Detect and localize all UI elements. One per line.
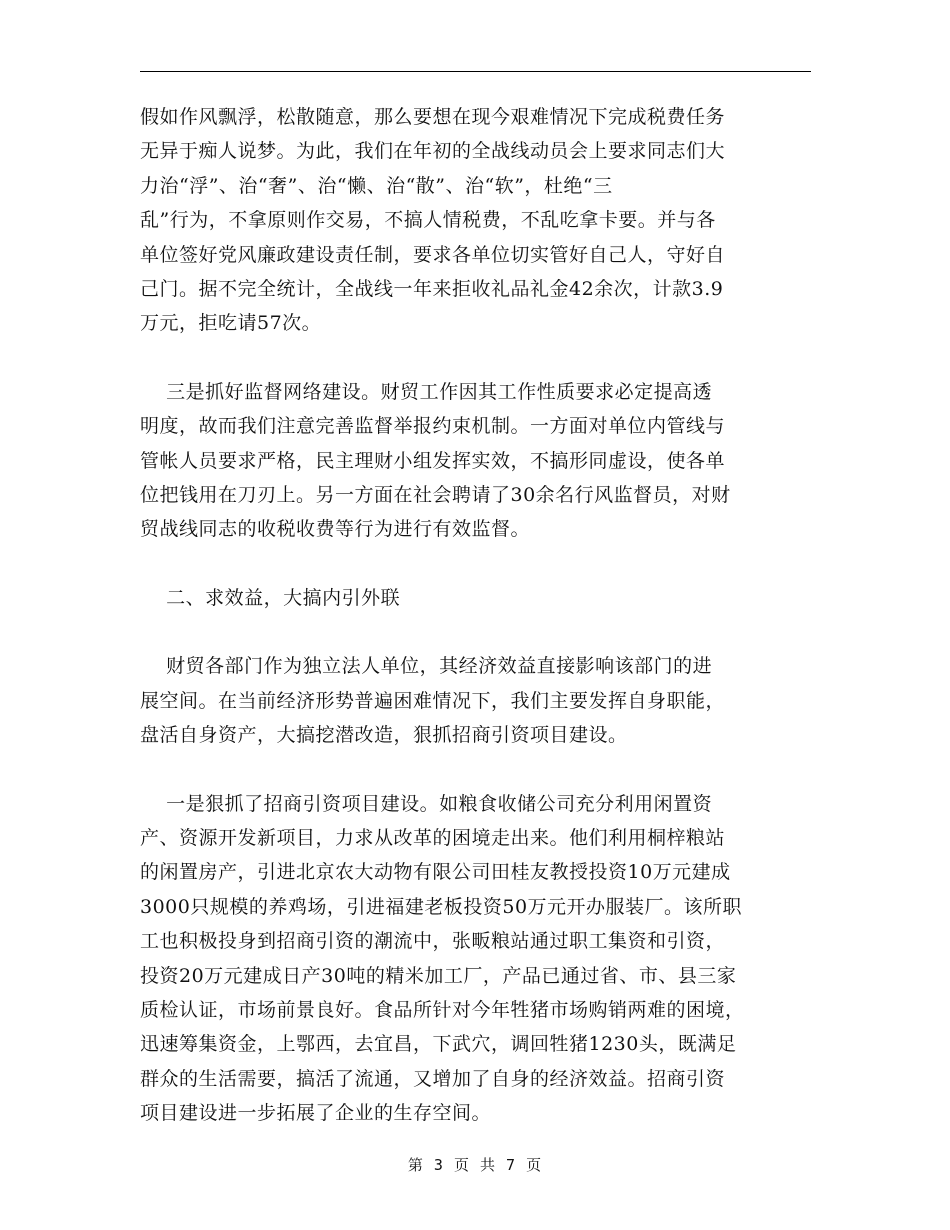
document-body: [140, 100, 812, 1131]
text-line: 盘活自身资产，大搞挖潜改造，狠抓招商引资项目建设。: [140, 724, 628, 747]
text-line: 一是狠抓了招商引资项目建设。如粮食收储公司充分利用闲置资: [140, 792, 713, 815]
text-line: 工也积极投身到招商引资的潮流中，张畈粮站通过职工集资和引资，: [140, 930, 726, 953]
text-line: 三是抓好监督网络建设。财贸工作因其工作性质要求必定提高透: [140, 380, 713, 403]
section-heading: [140, 581, 812, 615]
paragraph-2: [140, 375, 812, 547]
text-line: 的闲置房产，引进北京农大动物有限公司田桂友教授投资10万元建成: [140, 861, 731, 884]
page-number: 第 3 页 共 7 页: [407, 1156, 543, 1174]
text-line: 质检认证，市场前景良好。食品所针对今年牲猪市场购销两难的困境，: [140, 998, 745, 1021]
text-line: 项目建设进一步拓展了企业的生存空间。: [140, 1102, 492, 1125]
header-rule: [140, 71, 811, 72]
text-line: 乱”行为，不拿原则作交易，不搞人情税费，不乱吃拿卡要。并与各: [140, 209, 716, 232]
text-line: 单位签好党风廉政建设责任制，要求各单位切实管好自己人，守好自: [140, 243, 726, 266]
text-line: 产、资源开发新项目，力求从改革的困境走出来。他们利用桐梓粮站: [140, 826, 726, 849]
text-line: 投资20万元建成日产30吨的精米加工厂，产品已通过省、市、县三家: [140, 964, 737, 987]
text-line: 己门。据不完全统计，全战线一年来拒收礼品礼金42余次，计款3.9: [140, 278, 724, 301]
text-line: 明度，故而我们注意完善监督举报约束机制。一方面对单位内管线与: [140, 415, 726, 438]
paragraph-4: [140, 787, 812, 1131]
text-line: 万元，拒吃请57次。: [140, 312, 322, 335]
text-line: 位把钱用在刀刃上。另一方面在社会聘请了30余名行风监督员，对财: [140, 484, 731, 507]
text-line: 3000只规模的养鸡场，引进福建老板投资50万元开办服装厂。该所职: [140, 895, 743, 918]
text-line: 群众的生活需要，搞活了流通，又增加了自身的经济效益。招商引资: [140, 1067, 726, 1090]
text-line: 假如作风飘浮，松散随意，那么要想在现今艰难情况下完成税费任务: [140, 106, 726, 128]
text-line: 管帐人员要求严格，民主理财小组发挥实效，不搞形同虚设，使各单: [140, 449, 726, 472]
text-line: 迅速筹集资金，上鄂西，去宜昌，下武穴，调回牲猪1230头，既满足: [140, 1033, 737, 1056]
text-line: 无异于痴人说梦。为此，我们在年初的全战线动员会上要求同志们大: [140, 140, 726, 163]
text-line: 展空间。在当前经济形势普遍困难情况下，我们主要发挥自身职能，: [140, 689, 726, 712]
text-line: 财贸各部门作为独立法人单位，其经济效益直接影响该部门的进: [140, 655, 713, 678]
paragraph-3: [140, 649, 812, 752]
paragraph-1: [140, 100, 812, 341]
text-line: 贸战线同志的收税收费等行为进行有效监督。: [140, 518, 531, 541]
text-line: 力治“浮”、治“奢”、治“懒、治“散”、治“软”，杜绝“三: [140, 174, 613, 197]
heading-line: 二、求效益，大搞内引外联: [140, 586, 401, 609]
